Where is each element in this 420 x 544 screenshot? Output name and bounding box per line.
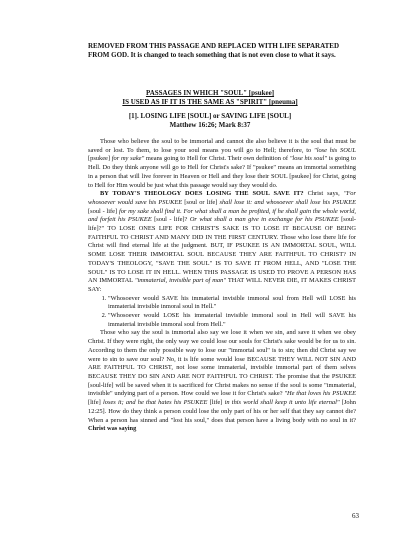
- passages-heading: [0, 89, 420, 107]
- quote-italic: for my sake shall find it. For what shall a man be profited, if he shall gain the whole world, and forfeit his PSUKEE: [88, 207, 356, 224]
- list-item: 2. "Whosoever would LOSE his immaterial invisible immoral soul in Hell will SAVE his immaterial invisible immoral soul from Hell.": [108, 312, 356, 329]
- quote-italic: "immaterial, invisible part of man": [134, 277, 226, 285]
- quote-italic: loses it; and he that hates his PSUKEE: [103, 399, 208, 407]
- paragraph-2: [88, 190, 356, 294]
- text-run: Christ says,: [303, 190, 344, 198]
- list-item: 1. "Whosoever would SAVE his immaterial invisible immoral soul from Hell will LOSE his immaterial invisible inmoral soul in Hell.": [108, 295, 356, 312]
- text-run: [soul-life]?" TO LOSE ONES LIFE FOR CHRIST'S SAKE IS TO LOSE IT BECAUSE OF BEING FAITHFUL TO CHRIST AND MANY DID IN THE FIRST CENTURY. Those who lose there life for Christ will find eternal life at the judgment. BUT, IF PSUKEE IS AN IMMORTAL SOUL, WILL SOME LOSE THEIR IMMORTAL SOUL BECAUSE THEY ARE FAITHFUL TO CHRIST? IN TODAY'S THEOLOGY, "SAVE THE SOUL" IS TO SAVE IT FROM HELL, AND "LOSE THE SOUL" IS TO LOSE IT IN HELL. WHEN THIS PASSAGE IS USED TO PROVE A PERSON HAS AN IMMORTAL: [88, 216, 356, 285]
- text-run: [life]: [207, 399, 225, 407]
- page-number: 63: [352, 512, 359, 520]
- text-run: [soul or life]: [182, 198, 220, 206]
- body-text: [88, 138, 356, 434]
- passages-heading-line-1: PASSAGES IN WHICH "SOUL" [psukee]: [145, 89, 275, 97]
- text-run: [soul - life]?: [151, 216, 190, 224]
- quote-italic: Or what shall a man give in exchange for his PSUKEE: [189, 216, 339, 224]
- text-run: is going to Hell. Do they think anyone will go to Hell for Christ's sake? If "psukee" means an immortal something in a person that will live forever in Heaven or Hell and they lose their SOUL [psukee] for Christ, going to Hell for Him would be just what this passage would say they would do.: [88, 155, 356, 189]
- intro-paragraph: REMOVED FROM THIS PASSAGE AND REPLACED WITH LIFE SEPARATED FROM GOD. It is changed to teach something that is not even close to what it says.: [88, 42, 339, 59]
- section-title: [1]. LOSING LIFE [SOUL] or SAVING LIFE [SOUL]: [128, 112, 292, 120]
- text-run: [life]: [88, 399, 104, 407]
- quote-italic: in this world shall keep it unto life eternal": [224, 399, 340, 407]
- quote-italic: "He that loves his PSUKEE: [284, 390, 356, 398]
- text-run: [psukee]: [88, 155, 112, 163]
- text-run: Those who believe the soul to be immortal and cannot die also believe it is the soul that must be saved or lost. To them, to lose your soul means you will go to Hell; therefore, to: [88, 138, 356, 154]
- numbered-list: [88, 295, 356, 330]
- text-run: [soul - life]: [88, 207, 119, 215]
- bold-tail: Christ was saying: [88, 425, 137, 433]
- passages-heading-line-2: IS USED AS IF IT IS THE SAME AS "SPIRIT" [pneuma]: [122, 98, 298, 106]
- quote-italic: "lose his SOUL: [314, 146, 356, 154]
- paragraph-3: [88, 329, 356, 433]
- section-reference: Matthew 16:26; Mark 8:37: [169, 121, 251, 129]
- quote-italic: "lose his soul": [289, 155, 327, 163]
- paragraph-1: [88, 138, 356, 190]
- section-heading: [0, 112, 420, 130]
- text-run: THAT WILL NEVER DIE, IT MAKES CHRIST SAY:: [88, 277, 357, 293]
- text-run: [John 12:25]. How do they think a person could lose the only part of his or her self that they say cannot die? When a person has sinned and "lost his soul," does that person have a living body with no soul in it?: [88, 399, 356, 424]
- quote-italic: shall lose it: and whosoever shall lose his PSUKEE: [219, 198, 356, 206]
- text-run: Those who say the soul is immortal also say we lose it when we sin, and save it when we obey Christ. If they were right, the only way we could lose our souls for Christ's sake would be for us to sin. According to them the only possible way to lose our "immortal soul" is to sin; then did Christ say we were to sin to save our soul? No, it is life some would lose BECAUSE THEY WILL NOT SIN AND ARE FAITHFUL TO CHRIST, not lose some immaterial, invisible immortal part of them selves BECAUSE THEY DO SIN AND ARE NOT FAITHFUL TO CHRIST. The promise that the PSUKEE [soul-life] will be saved when it is sacrificed for Christ makes no sense if the soul is some "immaterial, invisible" undying part of a person. How could we lose it for Christ's sake?: [88, 329, 356, 398]
- quote-italic: for my sake": [111, 155, 145, 163]
- text-run: means going to Hell for Christ. Their own definition of: [144, 155, 290, 163]
- quote-italic: "For whosoever would save his PSUKEE: [88, 190, 356, 206]
- bold-lead: BY TODAY'S THEOLOGY DOES LOSING THE SOUL SAVE IT?: [100, 190, 304, 198]
